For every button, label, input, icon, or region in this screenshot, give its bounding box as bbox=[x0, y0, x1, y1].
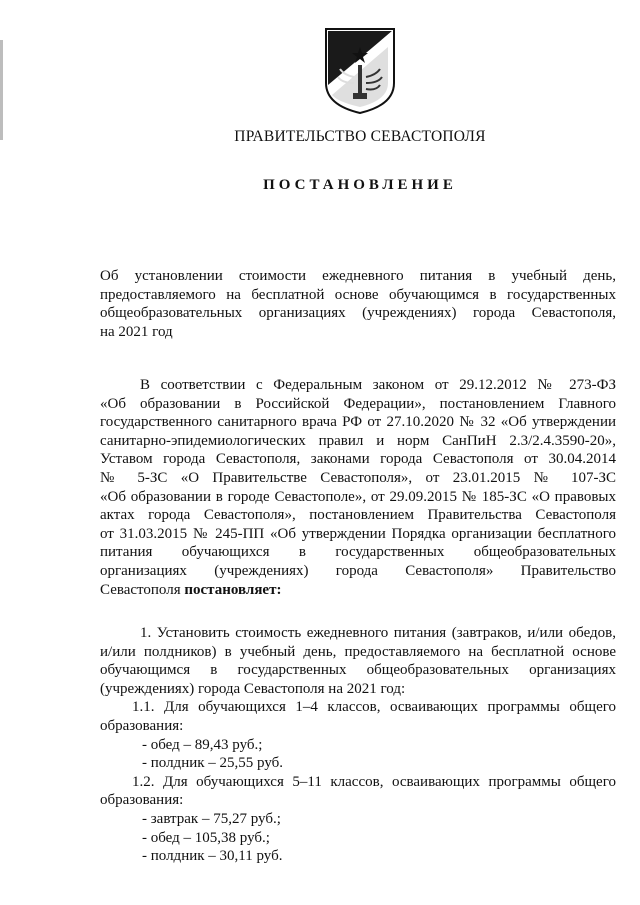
sevastopol-coat-of-arms-icon bbox=[322, 25, 398, 115]
preamble-line: № 5-ЗС «О Правительстве Севастополя», от 23.01.2015 № 107-ЗС bbox=[100, 469, 616, 486]
subitem-1-2-heading: 1.2. Для обучающихся 5–11 классов, осваивающих программы общего bbox=[132, 773, 616, 790]
preamble-line: «Об образовании в городе Севастополе», от 29.09.2015 № 185-ЗС «О правовых bbox=[100, 488, 616, 505]
document-type-title: ПОСТАНОВЛЕНИЕ bbox=[263, 177, 457, 193]
preamble-end: Севастополя bbox=[100, 581, 185, 598]
preamble-line: Уставом города Севастополя, законами города Севастополя от 30.04.2014 bbox=[100, 451, 616, 468]
decree-title bbox=[100, 267, 616, 341]
price-breakfast-5-11: - завтрак – 75,27 руб.; bbox=[142, 810, 281, 827]
scan-edge-mark bbox=[0, 40, 3, 140]
title-line: Об установлении стоимости ежедневного питания в учебный день, bbox=[100, 268, 616, 284]
preamble-line: от 31.03.2015 № 245-ПП «Об утверждении Порядка организации бесплатного bbox=[100, 525, 616, 542]
resolves-word: постановляет bbox=[184, 581, 277, 598]
subitem-1-2-heading-end: образования: bbox=[100, 792, 184, 809]
preamble-line: организациях (учреждениях) города Севастополя» Правительство bbox=[100, 562, 616, 579]
subitem-1-1-heading: 1.1. Для обучающихся 1–4 классов, осваивающих программы общего bbox=[132, 699, 616, 716]
price-snack-1-4: - полдник – 25,55 руб. bbox=[142, 755, 284, 772]
resolves-colon: : bbox=[276, 581, 282, 598]
price-lunch-5-11: - обед – 105,38 руб.; bbox=[142, 829, 270, 846]
preamble-line: В соответствии с Федеральным законом от 29.12.2012 № 273-ФЗ bbox=[140, 377, 616, 393]
item-line: (учреждениях) города Севастополя на 2021 год: bbox=[100, 680, 406, 697]
title-line: общеобразовательных организациях (учреждениях) города Севастополя, bbox=[100, 305, 616, 322]
preamble-line: «Об образовании в Российской Федерации», постановлением Главного bbox=[100, 395, 616, 412]
price-snack-5-11: - полдник – 30,11 руб. bbox=[142, 848, 283, 865]
preamble-line: государственного санитарного врача РФ от 27.10.2020 № 32 «Об утверждении bbox=[100, 414, 616, 431]
preamble-line: питания обучающихся в государственных общеобразовательных bbox=[100, 544, 616, 561]
decree-item-1 bbox=[100, 624, 616, 866]
subitem-1-1-heading-end: образования: bbox=[100, 717, 184, 734]
price-lunch-1-4: - обед – 89,43 руб.; bbox=[142, 736, 263, 753]
preamble-line: актах города Севастополя», постановлением Правительства Севастополя bbox=[100, 507, 616, 524]
item-line: и/или полдников) в учебный день, предоставляемого на бесплатной основе bbox=[100, 643, 616, 660]
item-line: обучающимся в государственных общеобразовательных организациях bbox=[100, 662, 616, 679]
preamble-line: санитарно-эпидемиологических правил и норм СанПиН 2.3/2.4.3590-20», bbox=[100, 432, 616, 449]
title-line: предоставляемого на бесплатной основе обучающимся в государственных bbox=[100, 286, 616, 303]
item-line: 1. Установить стоимость ежедневного питания (завтраков, и/или обедов, bbox=[140, 625, 616, 641]
preamble bbox=[100, 376, 616, 599]
preamble-final-line bbox=[100, 581, 616, 600]
title-line: на 2021 год bbox=[100, 323, 173, 340]
government-name: ПРАВИТЕЛЬСТВО СЕВАСТОПОЛЯ bbox=[234, 128, 486, 145]
